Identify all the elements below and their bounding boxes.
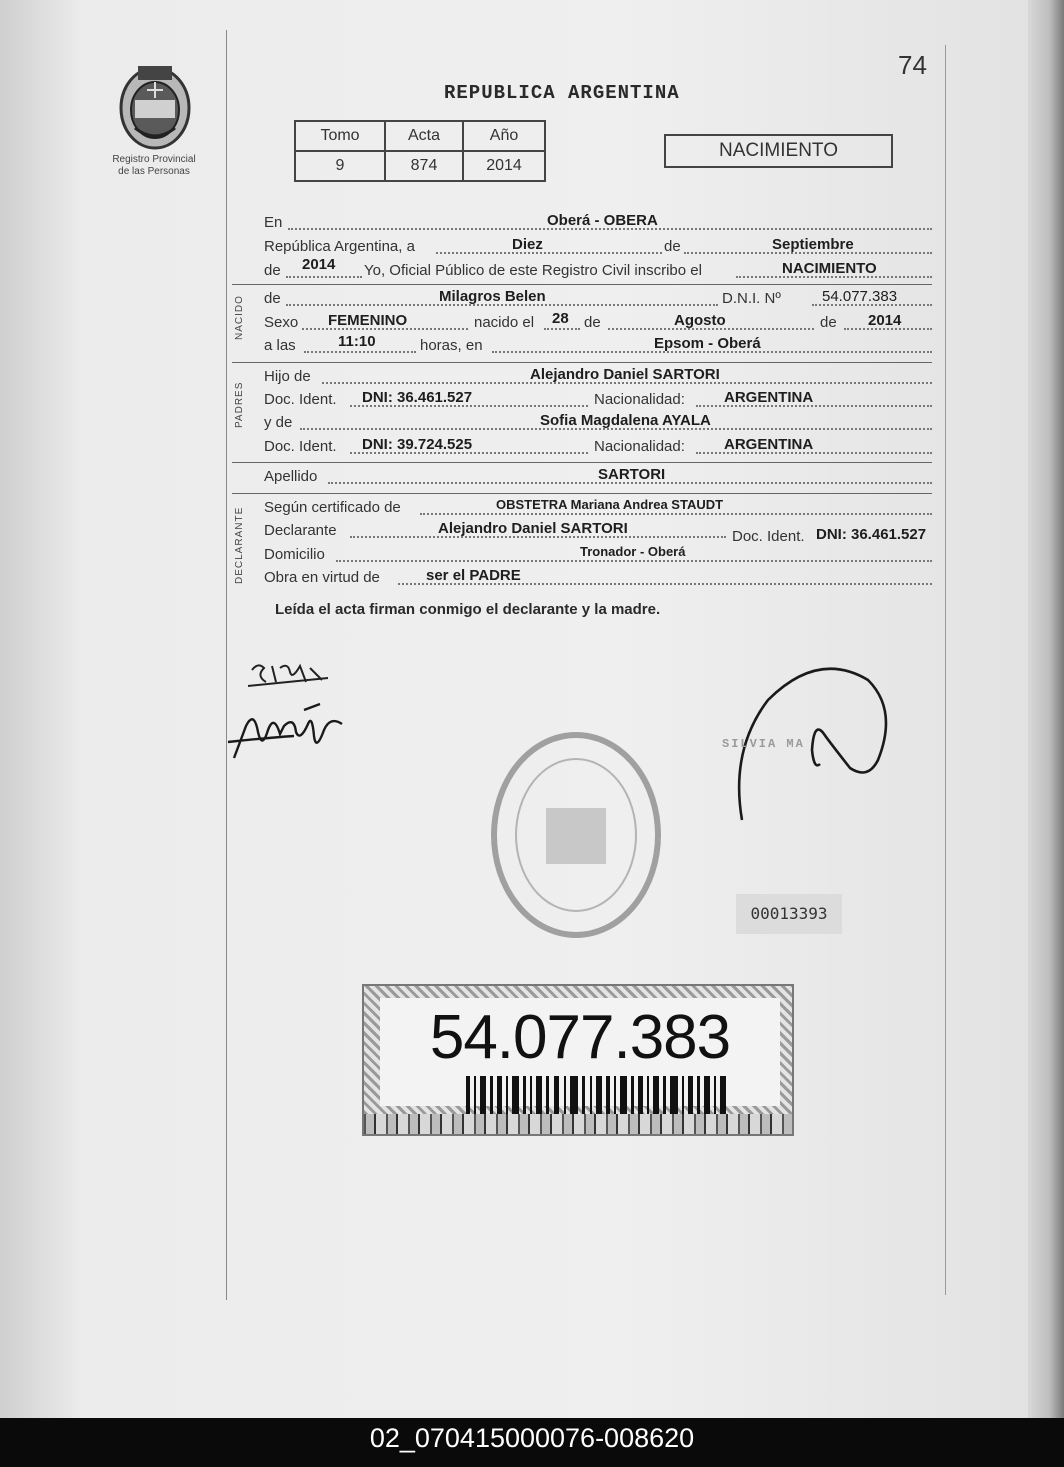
reference-table [294, 120, 546, 182]
birth-place-value: Epsom - Oberá [654, 335, 761, 352]
month-value: Septiembre [772, 236, 854, 253]
born-month: Agosto [674, 312, 726, 329]
capacity-label: Obra en virtud de [264, 569, 380, 586]
certificate-value: OBSTETRA Mariana Andrea STAUDT [496, 497, 724, 512]
registry-label-line-2: de las Personas [118, 166, 190, 177]
capacity-row [264, 569, 932, 591]
born-day: 28 [552, 310, 569, 327]
place-label: En [264, 214, 283, 231]
father-doc-value: DNI: 36.461.527 [362, 389, 473, 406]
mother-signature-icon [244, 658, 334, 694]
sex-label: Sexo [264, 314, 299, 331]
tomo-value: 9 [295, 151, 385, 181]
page-number: 74 [898, 50, 927, 80]
father-nationality-value: ARGENTINA [724, 389, 814, 406]
born-de2-label: de [820, 314, 837, 331]
certificate-row [264, 499, 932, 521]
father-label: Hijo de [264, 368, 311, 385]
reference-value-row [295, 151, 545, 181]
year-value: 2014 [302, 256, 336, 273]
father-row [264, 368, 932, 390]
date-row [264, 238, 932, 260]
officer-text: Yo, Oficial Público de este Registro Civil inscribo el [364, 262, 702, 279]
address-label: Domicilio [264, 546, 325, 563]
day-value: Diez [512, 236, 543, 253]
sticker-dni-number: 54.077.383 [429, 1003, 731, 1072]
tomo-header: Tomo [295, 121, 385, 151]
inscription-value: NACIMIENTO [782, 260, 877, 277]
time-value: 11:10 [338, 333, 376, 350]
declarant-value: Alejandro Daniel SARTORI [438, 520, 628, 537]
year-row [264, 256, 932, 284]
address-value: Tronador - Oberá [580, 544, 686, 559]
sex-value: FEMENINO [328, 312, 408, 329]
surname-value: SARTORI [598, 466, 666, 483]
father-nationality-label: Nacionalidad: [594, 391, 685, 408]
dni-label: D.N.I. Nº [722, 290, 781, 307]
acta-header: Acta [385, 121, 463, 151]
place-value: Oberá - OBERA [547, 212, 658, 229]
anio-header: Año [463, 121, 545, 151]
control-number: 00013393 [736, 894, 842, 934]
born-de-label: de [584, 314, 601, 331]
declarant-row [264, 522, 932, 544]
dni-sticker-inner [380, 998, 780, 1106]
declarant-label: Declarante [264, 522, 337, 539]
country-label: República Argentina, a [264, 238, 415, 255]
declarant-doc-label: Doc. Ident. [732, 528, 805, 545]
document-title: REPUBLICA ARGENTINA [444, 82, 680, 104]
scan-footer-id: 02_070415000076-008620 [369, 1423, 695, 1453]
anio-value: 2014 [463, 151, 545, 181]
registry-label [96, 154, 212, 178]
certificate-label: Según certificado de [264, 499, 401, 516]
nacido-time-row [264, 333, 932, 359]
acta-value: 874 [385, 151, 463, 181]
surname-row [264, 468, 932, 490]
mother-doc-row [264, 438, 932, 460]
reference-header-row [295, 121, 545, 151]
right-margin-line [945, 45, 946, 1295]
mother-row [264, 414, 932, 436]
declarant-signature-icon [224, 696, 354, 766]
barcode-icon [466, 1076, 730, 1114]
padres-section-label: PADRES [234, 381, 245, 428]
father-doc-row [264, 391, 932, 413]
mother-nationality-value: ARGENTINA [724, 436, 814, 453]
sticker-pattern-strip [364, 1114, 792, 1134]
father-value: Alejandro Daniel SARTORI [530, 366, 720, 383]
mother-doc-value: DNI: 39.724.525 [362, 436, 473, 453]
address-row [264, 546, 932, 568]
time-label: a las [264, 337, 296, 354]
de-label: de [664, 238, 681, 255]
father-doc-label: Doc. Ident. [264, 391, 337, 408]
name-label: de [264, 290, 281, 307]
left-margin-line [226, 30, 227, 1300]
year-prefix: de [264, 262, 281, 279]
born-label: nacido el [474, 314, 535, 331]
mother-value: Sofia Magdalena AYALA [540, 412, 711, 429]
place-row [264, 214, 932, 236]
mother-label: y de [264, 414, 293, 431]
dni-value: 54.077.383 [822, 288, 898, 305]
closing-statement: Leída el acta firman conmigo el declarante y la madre. [275, 601, 661, 618]
capacity-value: ser el PADRE [426, 567, 521, 584]
registry-label-line-1: Registro Provincial [112, 154, 196, 165]
official-stamp-text: SILVIA MA [722, 737, 805, 751]
mother-doc-label: Doc. Ident. [264, 438, 337, 455]
mother-nationality-label: Nacionalidad: [594, 438, 685, 455]
act-type-box: NACIMIENTO [664, 134, 893, 168]
province-emblem-icon [110, 58, 200, 154]
born-year: 2014 [868, 312, 902, 329]
declarante-section-label: DECLARANTE [234, 506, 245, 584]
name-value: Milagros Belen [439, 288, 546, 305]
surname-label: Apellido [264, 468, 318, 485]
declarant-doc-value: DNI: 36.461.527 [816, 526, 927, 543]
dni-sticker [362, 984, 794, 1136]
hours-label: horas, en [420, 337, 483, 354]
registry-seal-icon [488, 728, 664, 942]
page-edge [1028, 0, 1064, 1418]
nacido-section-label: NACIDO [234, 295, 245, 340]
nacido-name-row [264, 290, 932, 312]
